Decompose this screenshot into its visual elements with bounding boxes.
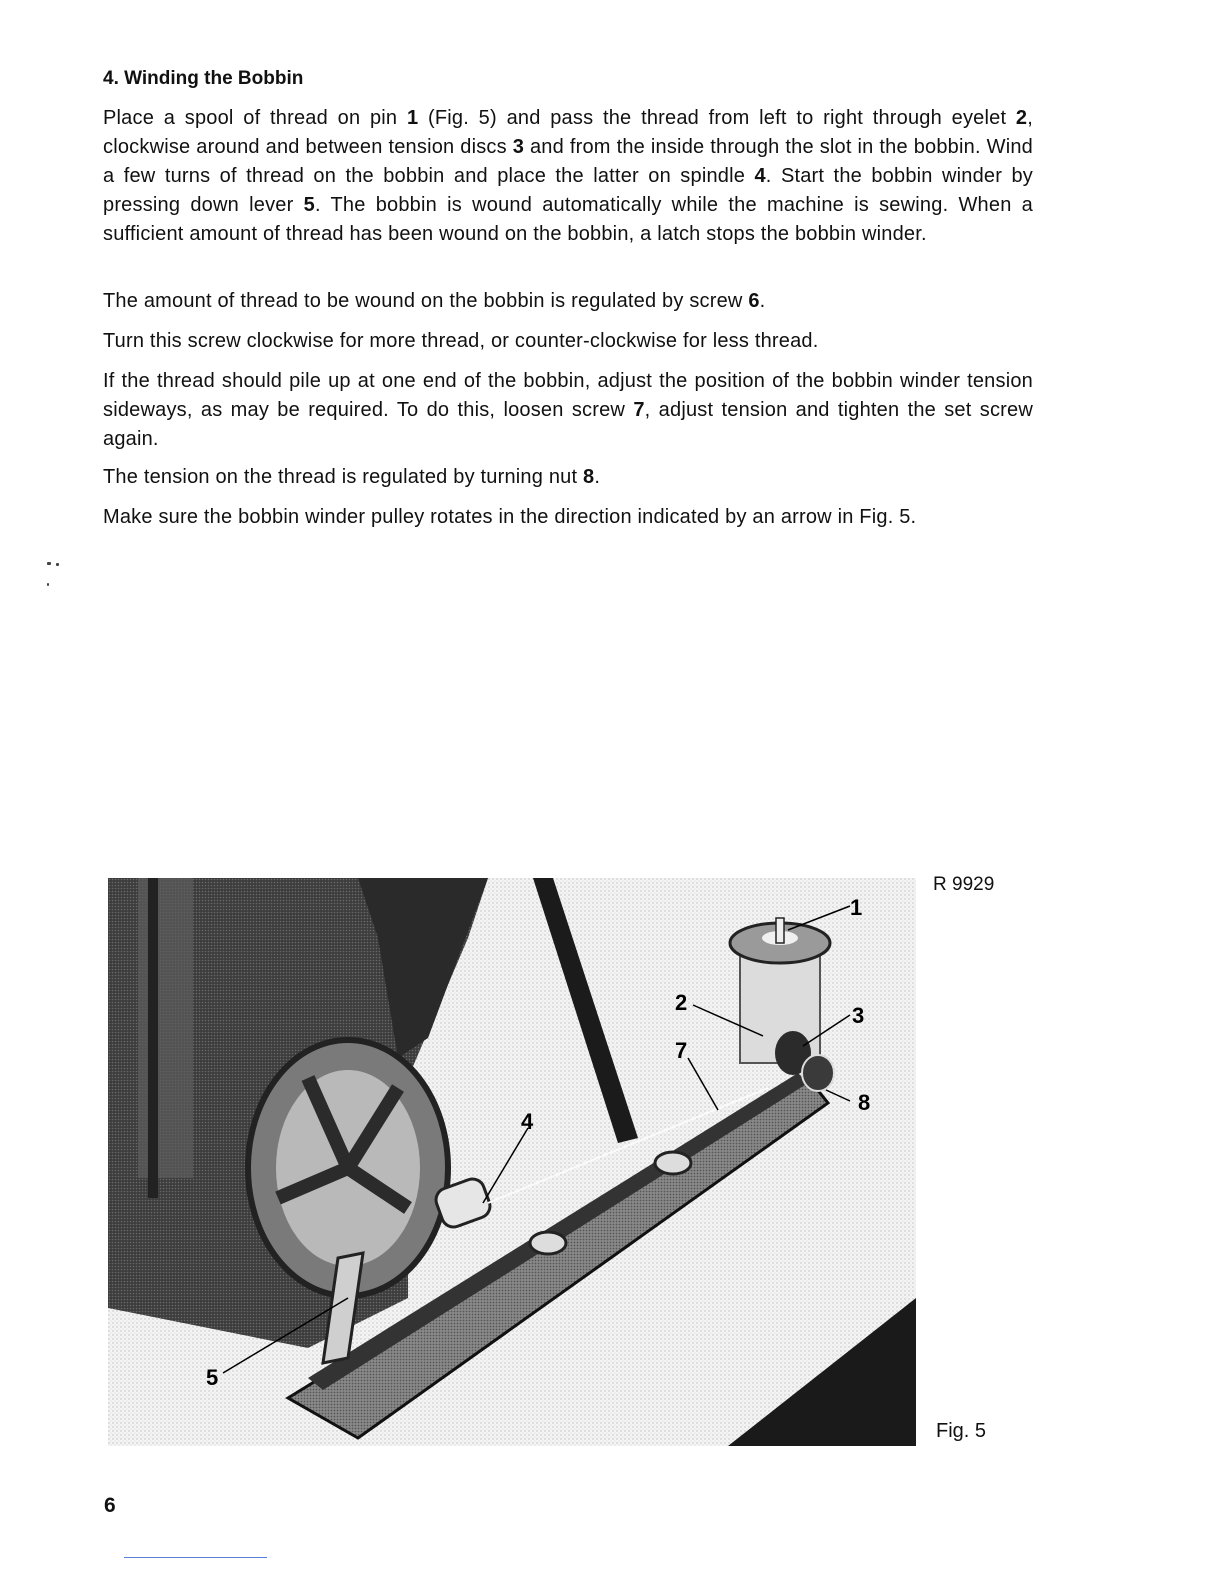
paragraph-screw-direction: Turn this screw clockwise for more thread, or counter-clockwise for less thread. <box>103 330 819 352</box>
callout-5: 5 <box>206 1365 219 1390</box>
mount-screw <box>530 1232 566 1254</box>
paragraph-winding-steps: Place a spool of thread on pin 1 (Fig. 5) and pass the thread from left to right through eyelet 2, clockwise around and between tension discs 3 and from the inside through the slot in the bobbin. Wind a few turns of thread on the bobbin and place the latter on spindle 4. Start the bobbin winder by pressing down lever 5. The bobbin is wound automatically while the machine is sewing. When a sufficient amount of thread has been wound on the bobbin, a latch stops the bobbin winder. <box>103 107 1034 245</box>
callout-1: 1 <box>850 895 863 920</box>
page-number: 6 <box>104 1494 116 1517</box>
figure-code: R 9929 <box>933 874 995 895</box>
tension-nut <box>802 1055 834 1091</box>
callout-4: 4 <box>521 1109 534 1134</box>
section-title: 4. Winding the Bobbin <box>103 68 304 89</box>
paragraph-thread-amount: The amount of thread to be wound on the bobbin is regulated by screw 6. <box>103 290 766 312</box>
scan-speck <box>47 583 49 586</box>
paragraph-pile-up-adjustment: If the thread should pile up at one end of the bobbin, adjust the position of the bobbin winder tension sideways, as may be required. To do this, loosen screw 7, adjust tension and tighten the set screw again. <box>103 370 1033 450</box>
paragraph-tension-nut: The tension on the thread is regulated by turning nut 8. <box>103 466 601 488</box>
spool-pin <box>776 918 784 943</box>
machine-column-highlight <box>138 878 193 1178</box>
figure-caption: Fig. 5 <box>936 1420 987 1442</box>
footer-rule <box>124 1557 267 1558</box>
scan-speck <box>56 563 59 566</box>
callout-8: 8 <box>858 1090 871 1115</box>
bobbin-winder-photo <box>108 878 916 1446</box>
callout-2: 2 <box>675 990 688 1015</box>
callout-3: 3 <box>852 1003 865 1028</box>
machine-column-edge <box>148 878 158 1198</box>
mount-screw <box>655 1152 691 1174</box>
callout-7: 7 <box>675 1038 688 1063</box>
scan-speck <box>47 562 51 565</box>
paragraph-pulley-direction: Make sure the bobbin winder pulley rotates in the direction indicated by an arrow in Fig. 5. <box>103 506 917 528</box>
